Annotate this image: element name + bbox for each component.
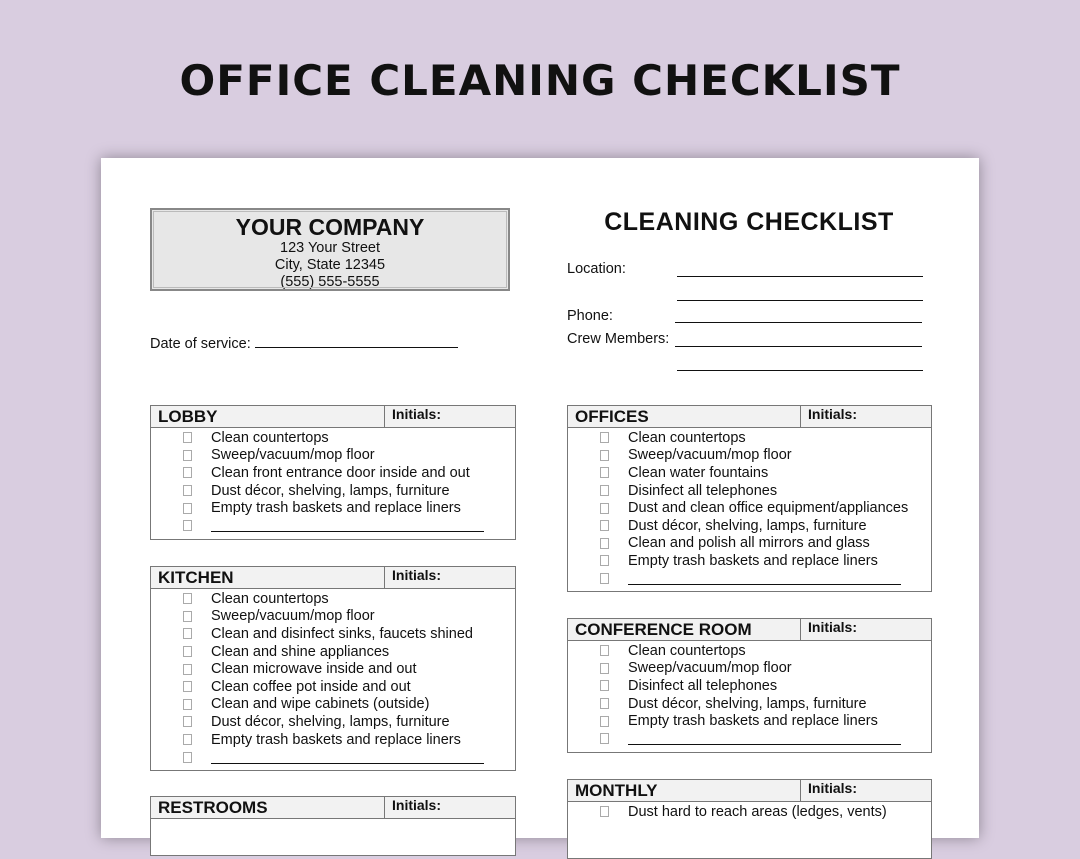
checklist-item[interactable] — [568, 695, 931, 713]
checkbox[interactable] — [600, 573, 609, 584]
section-header — [568, 406, 931, 428]
item-text: Clean water fountains — [628, 464, 769, 481]
location-blank-1[interactable] — [677, 276, 923, 277]
checkbox[interactable] — [600, 663, 609, 674]
initials-label[interactable]: Initials: — [808, 619, 858, 635]
checklist-item[interactable] — [568, 535, 931, 553]
date-of-service-blank[interactable] — [255, 335, 458, 348]
checkbox[interactable] — [600, 450, 609, 461]
checklist-item[interactable] — [568, 482, 931, 500]
document-title: CLEANING CHECKLIST — [604, 208, 894, 236]
checkbox[interactable] — [183, 681, 192, 692]
checklist-item-blank[interactable] — [568, 570, 931, 588]
company-street: 123 Your Street — [280, 240, 380, 256]
section-header — [151, 406, 515, 428]
initials-label[interactable]: Initials: — [808, 406, 858, 422]
checkbox[interactable] — [600, 555, 609, 566]
section-offices — [567, 405, 932, 592]
item-text: Clean and polish all mirrors and glass — [628, 535, 870, 552]
page-banner-title: OFFICE CLEANING CHECKLIST — [179, 56, 901, 105]
checklist-item[interactable] — [151, 499, 515, 517]
section-lobby — [150, 405, 516, 540]
section-restrooms — [150, 796, 516, 856]
checkbox[interactable] — [600, 432, 609, 443]
section-header — [568, 780, 931, 802]
company-phone: (555) 555-5555 — [280, 274, 380, 290]
item-text: Dust décor, shelving, lamps, furniture — [628, 695, 867, 712]
phone-label: Phone: — [567, 308, 613, 324]
section-title: OFFICES — [568, 406, 801, 427]
crew-members-label: Crew Members: — [567, 331, 670, 347]
checkbox[interactable] — [183, 734, 192, 745]
checklist-item[interactable] — [151, 608, 515, 626]
checkbox[interactable] — [183, 699, 192, 710]
write-in-blank[interactable] — [211, 751, 484, 764]
location-blank-2[interactable] — [677, 300, 923, 301]
checkbox[interactable] — [600, 680, 609, 691]
item-text: Sweep/vacuum/mop floor — [628, 660, 792, 677]
item-text: Dust hard to reach areas (ledges, vents) — [628, 803, 887, 820]
checkbox[interactable] — [183, 646, 192, 657]
checkbox[interactable] — [183, 593, 192, 604]
section-header — [151, 567, 515, 589]
company-info-box — [150, 208, 510, 291]
checkbox[interactable] — [183, 520, 192, 531]
item-text: Dust décor, shelving, lamps, furniture — [628, 517, 867, 534]
item-text: Clean countertops — [628, 429, 746, 446]
checklist-item[interactable] — [568, 517, 931, 535]
checklist-item[interactable] — [568, 464, 931, 482]
item-text: Clean countertops — [628, 642, 746, 659]
checkbox[interactable] — [600, 716, 609, 727]
checkbox[interactable] — [600, 698, 609, 709]
item-text: Dust and clean office equipment/appliances — [628, 500, 909, 517]
checkbox[interactable] — [600, 485, 609, 496]
checklist-item-blank[interactable] — [568, 730, 931, 748]
checkbox[interactable] — [600, 806, 609, 817]
write-in-blank[interactable] — [628, 732, 901, 745]
checklist-item[interactable] — [568, 642, 931, 660]
section-title: LOBBY — [151, 406, 385, 427]
section-kitchen — [150, 566, 516, 771]
crew-blank-1[interactable] — [675, 346, 922, 347]
item-text: Clean front entrance door inside and out — [211, 464, 470, 481]
checkbox[interactable] — [183, 467, 192, 478]
checklist-item[interactable] — [151, 696, 515, 714]
section-header — [568, 619, 931, 641]
checklist-item[interactable] — [568, 677, 931, 695]
checkbox[interactable] — [183, 716, 192, 727]
item-text: Empty trash baskets and replace liners — [211, 731, 461, 748]
checklist-item[interactable] — [151, 464, 515, 482]
company-name: YOUR COMPANY — [235, 214, 425, 240]
checklist-item[interactable] — [151, 429, 515, 447]
item-text: Clean and shine appliances — [211, 643, 390, 660]
item-text: Empty trash baskets and replace liners — [211, 500, 461, 517]
item-text: Dust décor, shelving, lamps, furniture — [211, 482, 450, 499]
section-title: CONFERENCE ROOM — [568, 619, 801, 640]
write-in-blank[interactable] — [628, 572, 901, 585]
section-conference-room — [567, 618, 932, 753]
item-text: Empty trash baskets and replace liners — [628, 713, 878, 730]
item-text: Disinfect all telephones — [628, 482, 778, 499]
checkbox[interactable] — [183, 432, 192, 443]
checkbox[interactable] — [183, 611, 192, 622]
date-of-service-field[interactable] — [150, 335, 458, 352]
checklist-item[interactable] — [151, 731, 515, 749]
checklist-sheet — [101, 158, 979, 838]
checklist-item[interactable] — [568, 660, 931, 678]
section-title: KITCHEN — [151, 567, 385, 588]
item-text: Disinfect all telephones — [628, 677, 778, 694]
company-city: City, State 12345 — [274, 257, 386, 273]
checklist-item[interactable] — [151, 713, 515, 731]
checkbox[interactable] — [600, 538, 609, 549]
checklist-item[interactable] — [151, 625, 515, 643]
checkbox[interactable] — [183, 485, 192, 496]
item-text: Clean microwave inside and out — [211, 661, 417, 678]
initials-label[interactable]: Initials: — [392, 406, 442, 422]
section-title: RESTROOMS — [151, 797, 385, 818]
checklist-item[interactable] — [151, 643, 515, 661]
checklist-item-blank[interactable] — [151, 748, 515, 766]
checklist-item[interactable] — [151, 447, 515, 465]
checkbox[interactable] — [183, 664, 192, 675]
checklist-item[interactable] — [568, 803, 931, 821]
crew-blank-2[interactable] — [677, 370, 923, 371]
item-text: Clean and wipe cabinets (outside) — [211, 696, 430, 713]
checkbox[interactable] — [183, 628, 192, 639]
section-header — [151, 797, 515, 819]
initials-label[interactable]: Initials: — [392, 567, 442, 583]
checkbox[interactable] — [600, 645, 609, 656]
item-text: Clean coffee pot inside and out — [211, 678, 411, 695]
item-text: Sweep/vacuum/mop floor — [211, 447, 375, 464]
item-text: Sweep/vacuum/mop floor — [628, 447, 792, 464]
checklist-item[interactable] — [568, 429, 931, 447]
checkbox[interactable] — [183, 450, 192, 461]
item-text: Clean and disinfect sinks, faucets shined — [211, 625, 473, 642]
initials-label[interactable]: Initials: — [808, 780, 858, 796]
checklist-item[interactable] — [151, 482, 515, 500]
checkbox[interactable] — [183, 752, 192, 763]
date-of-service-label: Date of service: — [150, 336, 251, 352]
checklist-item[interactable] — [151, 678, 515, 696]
checklist-item-blank[interactable] — [151, 517, 515, 535]
location-label: Location: — [567, 261, 626, 277]
item-text: Clean countertops — [211, 429, 329, 446]
item-text: Sweep/vacuum/mop floor — [211, 608, 375, 625]
checkbox[interactable] — [183, 503, 192, 514]
checkbox[interactable] — [600, 520, 609, 531]
write-in-blank[interactable] — [211, 519, 484, 532]
initials-label[interactable]: Initials: — [392, 797, 442, 813]
item-text: Dust décor, shelving, lamps, furniture — [211, 713, 450, 730]
section-monthly — [567, 779, 932, 859]
checkbox[interactable] — [600, 467, 609, 478]
item-text: Empty trash baskets and replace liners — [628, 552, 878, 569]
checkbox[interactable] — [600, 503, 609, 514]
checklist-item[interactable] — [568, 499, 931, 517]
item-text: Clean countertops — [211, 590, 329, 607]
checklist-item[interactable] — [151, 660, 515, 678]
checklist-item[interactable] — [151, 590, 515, 608]
phone-blank[interactable] — [675, 322, 922, 323]
section-title: MONTHLY — [568, 780, 801, 801]
checklist-item[interactable] — [568, 447, 931, 465]
checklist-item[interactable] — [568, 712, 931, 730]
checkbox[interactable] — [600, 733, 609, 744]
checklist-item[interactable] — [568, 552, 931, 570]
